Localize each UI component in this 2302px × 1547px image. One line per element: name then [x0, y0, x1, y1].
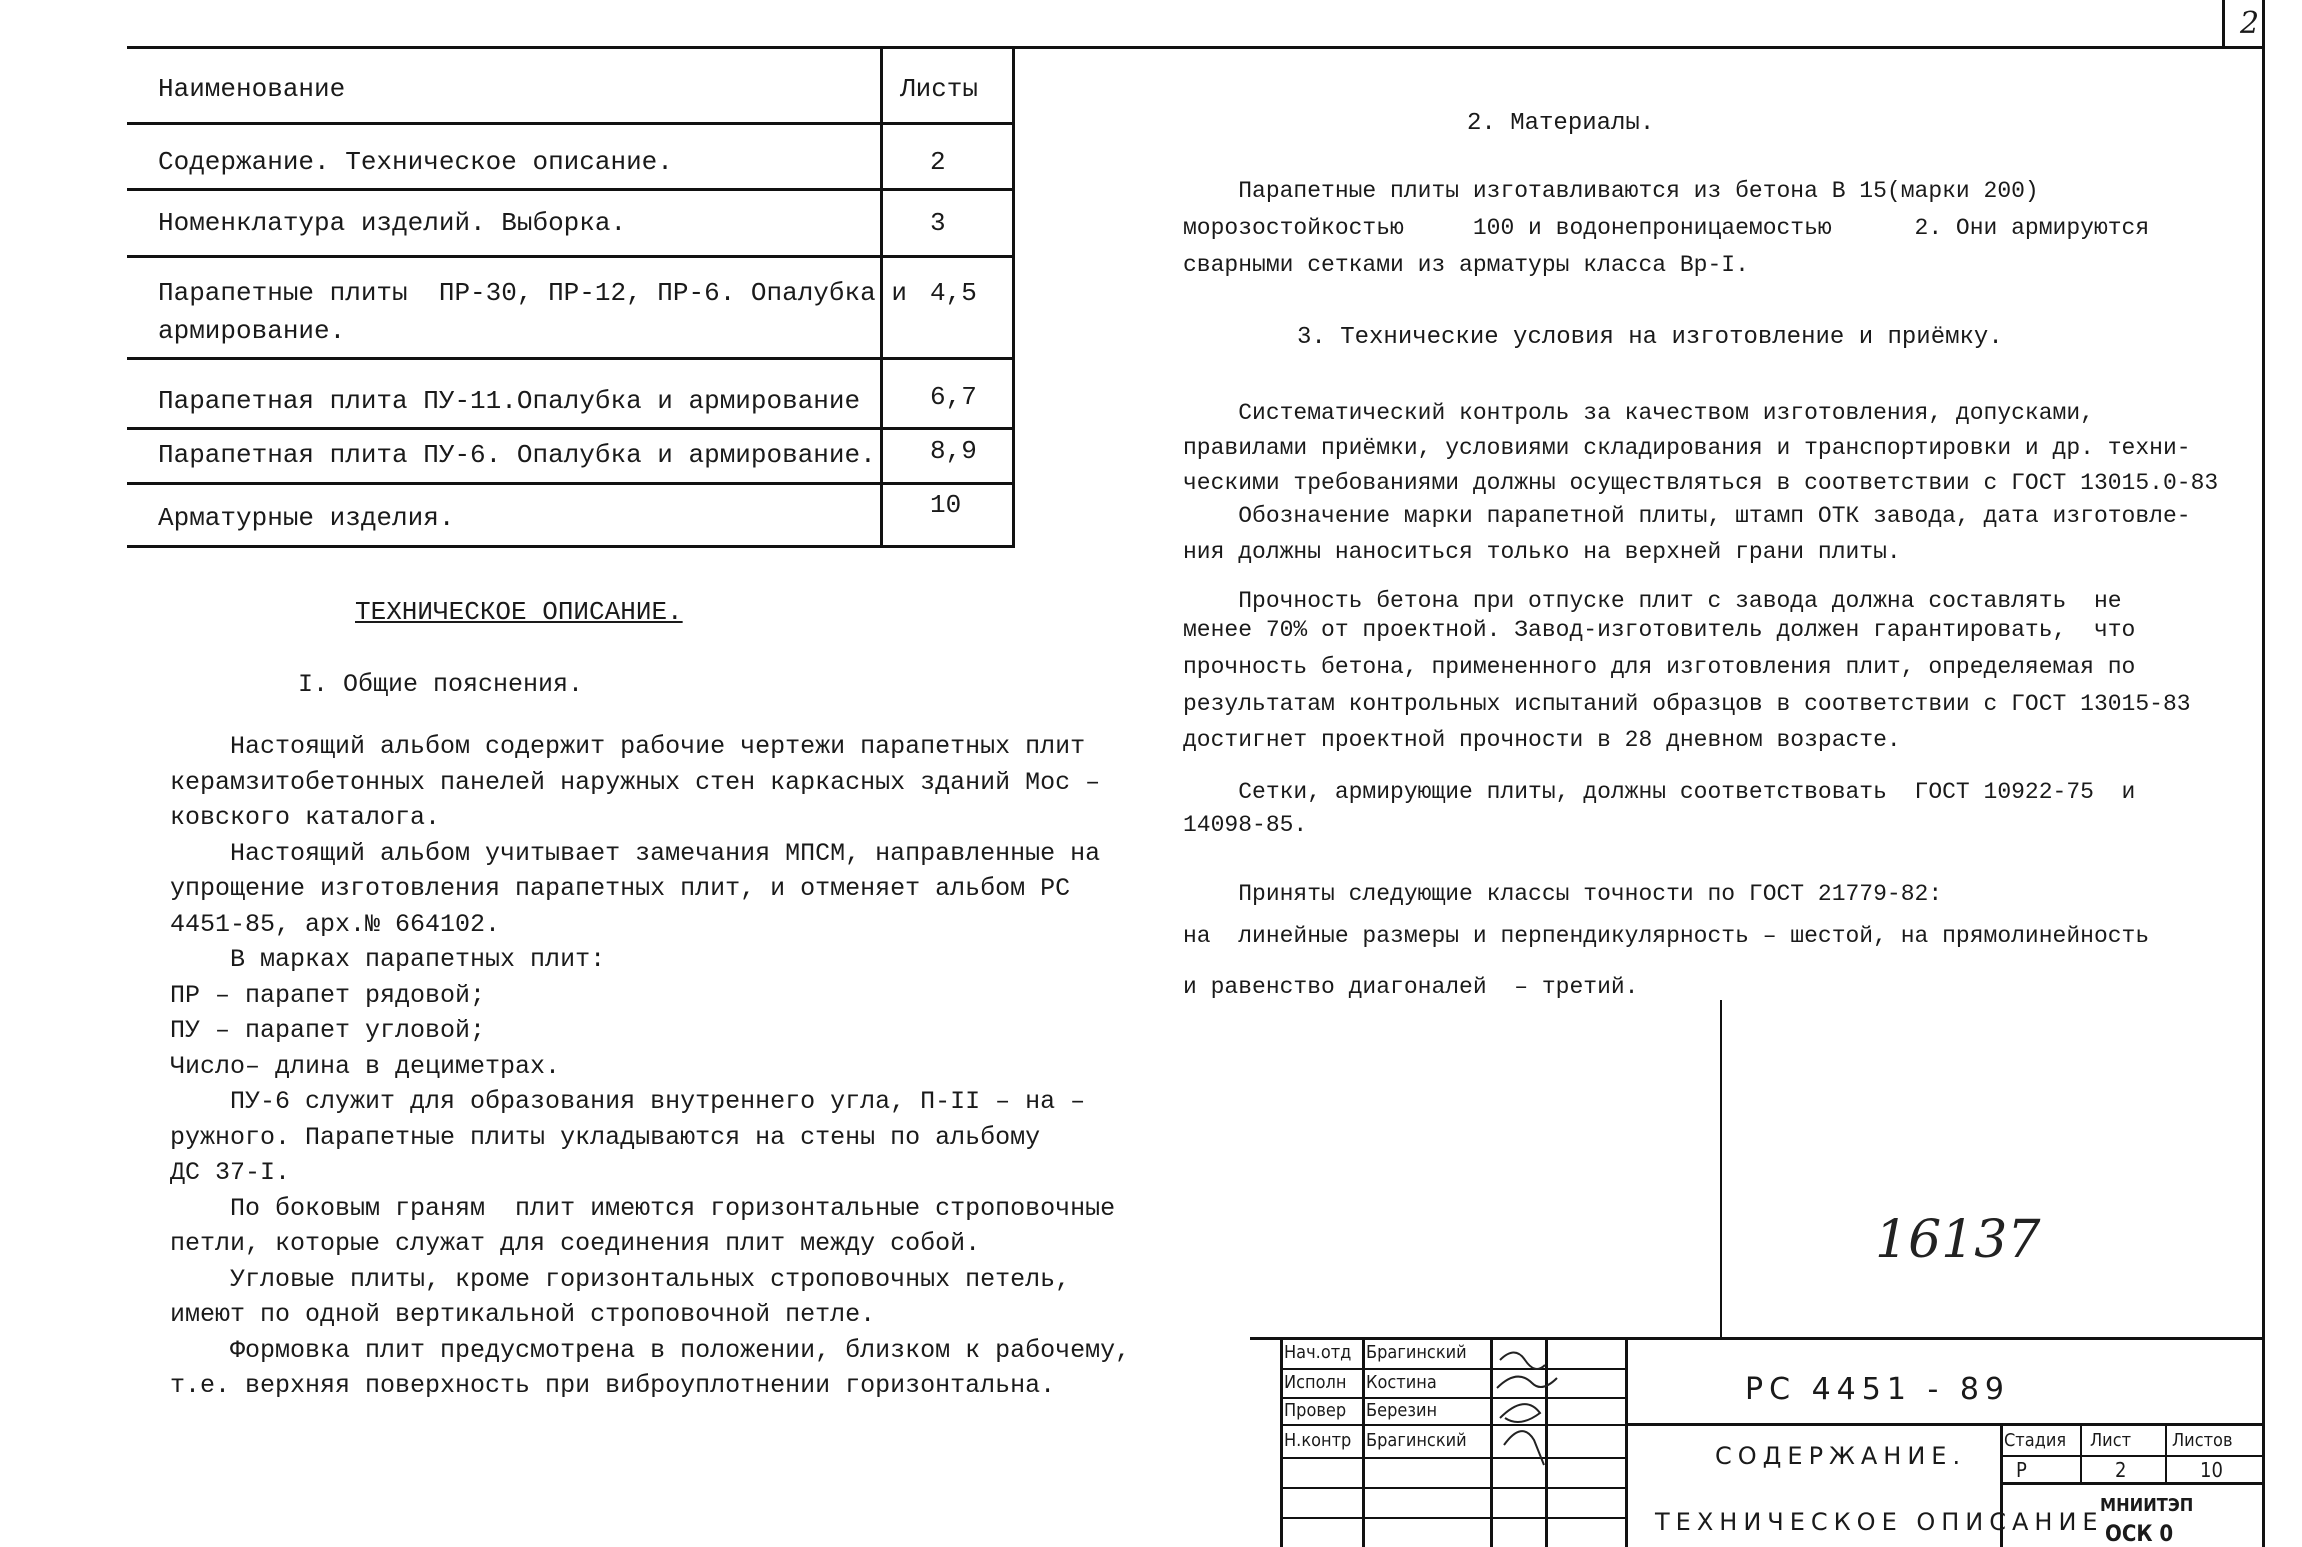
table-row-line — [127, 482, 1015, 485]
text-line: достигнет проектной прочности в 28 дневном возрасте. — [1183, 727, 1901, 753]
text-line: Систематический контроль за качеством изготовления, допусками, — [1183, 400, 2094, 426]
text-line: менее 70% от проектной. Завод-изготовитель должен гарантировать, что — [1183, 617, 2136, 643]
sheet-label: Лист — [2090, 1430, 2132, 1451]
header-sheets: Листы — [900, 74, 979, 104]
stage-label: Стадия — [2004, 1430, 2067, 1451]
table-row-name: Арматурные изделия. — [158, 503, 455, 533]
text-line: Прочность бетона при отпуске плит с завода должна составлять не — [1183, 588, 2122, 614]
text-line: 4451-85, арх.№ 664102. — [170, 909, 501, 939]
table-row-line — [127, 545, 1015, 548]
sheet-box-divider — [2222, 0, 2225, 46]
top-border — [127, 46, 2262, 49]
text-line: Настоящий альбом содержит рабочие чертежи парапетных плит — [170, 732, 1086, 761]
sheets-label: Листов — [2172, 1430, 2233, 1451]
text-line: имеют по одной вертикальной строповочной петле. — [170, 1300, 876, 1329]
section-general: I. Общие пояснения. — [298, 670, 584, 699]
text-line: сварными сетками из арматуры класса Вр-I. — [1183, 252, 1749, 278]
text-line: т.е. верхняя поверхность при виброуплотнении горизонтальна. — [170, 1371, 1056, 1400]
sheet-title-1: СОДЕРЖАНИЕ. — [1715, 1442, 1967, 1470]
table-row-line — [127, 188, 1015, 191]
text-line: и равенство диагоналей – третий. — [1183, 974, 1639, 1000]
table-row-sheets: 10 — [930, 490, 962, 520]
sheet-number: 2 — [2240, 6, 2260, 41]
text-line: ДС 37-I. — [170, 1158, 291, 1187]
staff-name: Березин — [1366, 1400, 1438, 1421]
text-line: прочность бетона, примененного для изготовления плит, определяемая по — [1183, 654, 2136, 680]
organization-dept: ОСК 0 — [2105, 1522, 2174, 1547]
table-row-name: Парапетная плита ПУ-11.Опалубка и армирование — [158, 386, 861, 416]
organization: МНИИТЭП — [2100, 1495, 2194, 1516]
table-row-sheets: 6,7 — [930, 382, 977, 412]
text-line: Парапетные плиты изготавливаются из бетона В 15(марки 200) — [1183, 178, 2039, 204]
text-line: правилами приёмки, условиями складирования и транспортировки и др. техни- — [1183, 435, 2191, 461]
stage-value: Р — [2016, 1458, 2027, 1482]
text-line: упрощение изготовления парапетных плит, и отменяет альбом РС — [170, 874, 1071, 903]
section-materials: 2. Материалы. — [1467, 110, 1655, 137]
staff-name: Брагинский — [1366, 1342, 1467, 1363]
sheet-value: 2 — [2115, 1458, 2127, 1482]
handwritten-number: 16137 — [1875, 1210, 2041, 1270]
table-row-name-cont: армирование. — [158, 316, 346, 346]
document-code: РС 4451 - 89 — [1745, 1372, 2010, 1407]
table-row-sheets: 3 — [930, 208, 946, 238]
table-row-line — [127, 427, 1015, 430]
header-name: Наименование — [158, 74, 346, 104]
text-line: керамзитобетонных панелей наружных стен каркасных зданий Мос – — [170, 767, 1101, 797]
table-row-name: Содержание. Техническое описание. — [158, 147, 673, 177]
table-row-name: Парапетная плита ПУ-6. Опалубка и армирование. — [158, 440, 876, 470]
text-line: ружного. Парапетные плиты укладываются на стены по альбому — [170, 1122, 1041, 1152]
text-line: По боковым граням плит имеются горизонтальные строповочные — [170, 1193, 1116, 1223]
text-line: Приняты следующие классы точности по ГОСТ 21779-82: — [1183, 881, 1943, 907]
text-line: Обозначение марки парапетной плиты, штамп ОТК завода, дата изготовле- — [1183, 503, 2191, 529]
text-line: ПУ-6 служит для образования внутреннего угла, П-II – на – — [170, 1087, 1086, 1116]
scan-mark — [1720, 1000, 1722, 1340]
staff-name: Костина — [1366, 1372, 1437, 1393]
text-line: Число– длина в дециметрах. — [170, 1051, 561, 1081]
text-line: ковского каталога. — [170, 803, 441, 832]
table-row-sheets: 8,9 — [930, 436, 977, 466]
text-line: Настоящий альбом учитывает замечания МПСМ, направленные на — [170, 838, 1101, 868]
text-line: Формовка плит предусмотрена в положении, близком к рабочему, — [170, 1335, 1131, 1365]
staff-name: Брагинский — [1366, 1430, 1467, 1451]
text-line: Угловые плиты, кроме горизонтальных строповочных петель, — [170, 1264, 1071, 1294]
section-tech-conditions: 3. Технические условия на изготовление и приёмку. — [1297, 324, 2003, 351]
table-row-line — [127, 357, 1015, 360]
tech-description-heading: ТЕХНИЧЕСКОЕ ОПИСАНИЕ. — [355, 597, 683, 627]
text-line: ческими требованиями должны осуществляться в соответствии с ГОСТ 13015.0-83 — [1183, 470, 2219, 496]
text-line: ПР – парапет рядовой; — [170, 980, 486, 1010]
table-row-name: Парапетные плиты ПР-30, ПР-12, ПР-6. Опалубка и — [158, 278, 907, 308]
text-line: на линейные размеры и перпендикулярность – шестой, на прямолинейность — [1183, 923, 2150, 949]
sheets-value: 10 — [2200, 1458, 2223, 1482]
text-line: ния должны наноситься только на верхней грани плиты. — [1183, 539, 1901, 565]
table-row-sheets: 2 — [930, 147, 946, 177]
right-border — [2262, 0, 2265, 1547]
table-row-name: Номенклатура изделий. Выборка. — [158, 208, 627, 238]
signatures — [1492, 1340, 1582, 1475]
text-line: ПУ – парапет угловой; — [170, 1016, 486, 1045]
sheet-title-2: ТЕХНИЧЕСКОЕ ОПИСАНИЕ — [1655, 1508, 2104, 1536]
table-row-line — [127, 122, 1015, 125]
text-line: петли, которые служат для соединения плит между собой. — [170, 1229, 981, 1258]
staff-role: Н.контр — [1284, 1430, 1352, 1451]
table-row-sheets: 4,5 — [930, 278, 977, 308]
text-line: Сетки, армирующие плиты, должны соответствовать ГОСТ 10922-75 и — [1183, 779, 2136, 805]
staff-role: Исполн — [1284, 1372, 1347, 1393]
text-line: морозостойкостью 100 и водонепроницаемостью 2. Они армируются — [1183, 215, 2150, 241]
text-line: 14098-85. — [1183, 812, 1308, 838]
text-line: В марках парапетных плит: — [170, 945, 606, 974]
staff-role: Нач.отд — [1284, 1342, 1352, 1363]
staff-role: Провер — [1284, 1400, 1347, 1421]
text-line: результатам контрольных испытаний образцов в соответствии с ГОСТ 13015-83 — [1183, 691, 2191, 717]
table-row-line — [127, 255, 1015, 258]
